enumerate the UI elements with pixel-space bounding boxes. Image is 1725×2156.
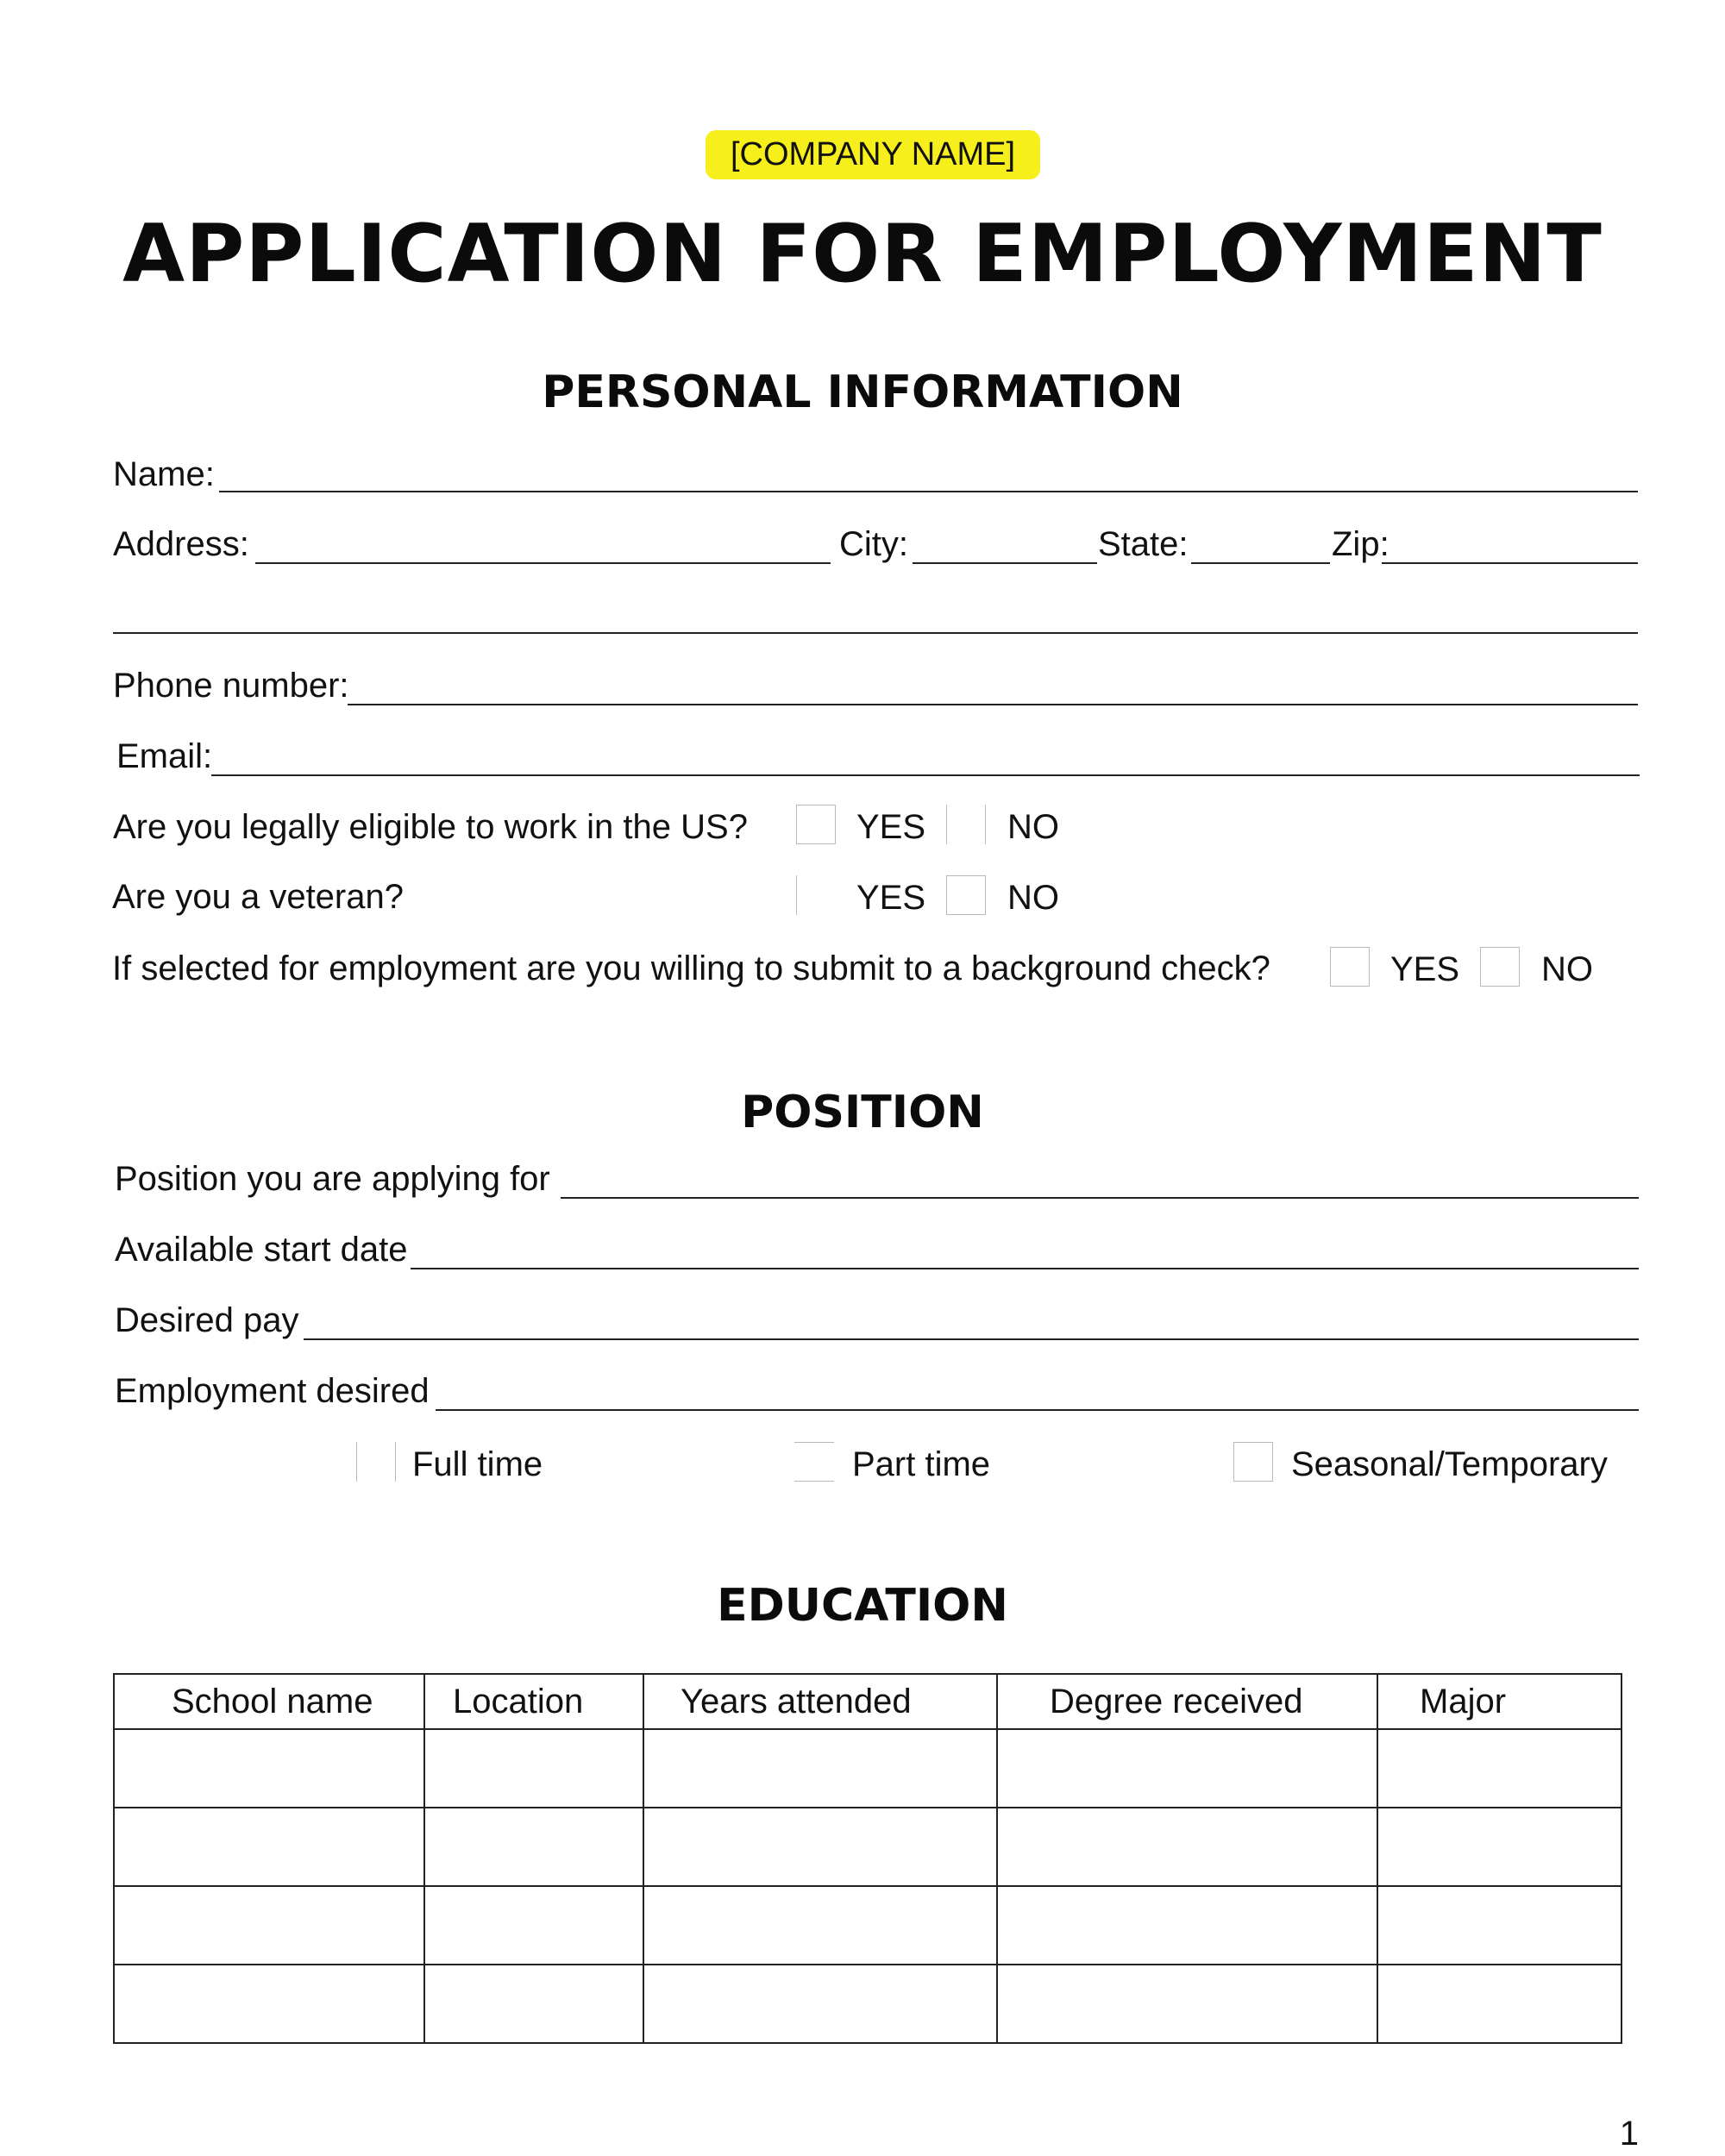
degree-received-cell[interactable] xyxy=(997,1965,1377,2043)
years-attended-cell[interactable] xyxy=(643,1808,997,1886)
full-time-label: Full time xyxy=(412,1445,543,1483)
position-applying-field[interactable] xyxy=(561,1197,1639,1199)
years-attended-header: Years attended xyxy=(643,1674,997,1729)
employment-desired-label: Employment desired xyxy=(115,1372,430,1410)
city-label: City: xyxy=(839,525,908,563)
location-cell[interactable] xyxy=(424,1808,643,1886)
major-cell[interactable] xyxy=(1377,1965,1622,2043)
major-cell[interactable] xyxy=(1377,1808,1622,1886)
table-row xyxy=(114,1965,1622,2043)
employment-desired-field[interactable] xyxy=(436,1409,1639,1411)
address-line-2-field[interactable] xyxy=(113,632,1638,634)
degree-received-header: Degree received xyxy=(997,1674,1377,1729)
education-heading: EDUCATION xyxy=(717,1580,1008,1632)
seasonal-temporary-checkbox[interactable] xyxy=(1233,1442,1273,1482)
location-cell[interactable] xyxy=(424,1886,643,1965)
page-number: 1 xyxy=(1619,2115,1639,2153)
education-table xyxy=(113,1673,1622,2044)
email-field[interactable] xyxy=(211,774,1640,776)
degree-received-cell[interactable] xyxy=(997,1808,1377,1886)
location-header: Location xyxy=(424,1674,643,1729)
eligible-no-label: NO xyxy=(1007,808,1059,846)
location-cell[interactable] xyxy=(424,1965,643,2043)
table-row xyxy=(114,1808,1622,1886)
background-check-question: If selected for employment are you willing to submit to a background check? xyxy=(112,950,1270,987)
full-time-checkbox[interactable] xyxy=(356,1442,396,1482)
part-time-label: Part time xyxy=(852,1445,991,1483)
name-label: Name: xyxy=(113,455,215,493)
personal-information-heading: PERSONAL INFORMATION xyxy=(542,367,1183,418)
state-field[interactable] xyxy=(1191,562,1330,564)
background-yes-checkbox[interactable] xyxy=(1330,947,1370,987)
location-cell[interactable] xyxy=(424,1729,643,1808)
eligible-yes-checkbox[interactable] xyxy=(796,805,836,844)
school-name-cell[interactable] xyxy=(114,1808,424,1886)
school-name-header: School name xyxy=(114,1674,424,1729)
desired-pay-field[interactable] xyxy=(304,1338,1639,1340)
address-label: Address: xyxy=(113,525,249,563)
zip-label: Zip: xyxy=(1332,525,1389,563)
position-applying-label: Position you are applying for xyxy=(115,1160,550,1198)
major-cell[interactable] xyxy=(1377,1729,1622,1808)
years-attended-cell[interactable] xyxy=(643,1886,997,1965)
eligible-question: Are you legally eligible to work in the US? xyxy=(113,808,748,846)
address-field[interactable] xyxy=(255,562,831,564)
start-date-label: Available start date xyxy=(115,1231,408,1269)
eligible-no-checkbox[interactable] xyxy=(946,805,986,844)
table-row xyxy=(114,1729,1622,1808)
email-label: Email: xyxy=(116,737,213,775)
seasonal-temporary-label: Seasonal/Temporary xyxy=(1291,1445,1608,1483)
degree-received-cell[interactable] xyxy=(997,1729,1377,1808)
school-name-cell[interactable] xyxy=(114,1965,424,2043)
desired-pay-label: Desired pay xyxy=(115,1301,299,1339)
major-header: Major xyxy=(1377,1674,1622,1729)
background-yes-label: YES xyxy=(1390,950,1460,988)
name-field[interactable] xyxy=(219,491,1638,492)
start-date-field[interactable] xyxy=(411,1268,1639,1269)
zip-field[interactable] xyxy=(1382,562,1638,564)
background-no-checkbox[interactable] xyxy=(1480,947,1520,987)
school-name-cell[interactable] xyxy=(114,1729,424,1808)
state-label: State: xyxy=(1098,525,1189,563)
veteran-yes-label: YES xyxy=(856,879,926,917)
school-name-cell[interactable] xyxy=(114,1886,424,1965)
veteran-no-checkbox[interactable] xyxy=(946,875,986,915)
part-time-checkbox[interactable] xyxy=(794,1442,834,1482)
years-attended-cell[interactable] xyxy=(643,1965,997,2043)
phone-label: Phone number: xyxy=(113,667,349,705)
form-title: APPLICATION FOR EMPLOYMENT xyxy=(122,207,1603,300)
table-row xyxy=(114,1886,1622,1965)
veteran-question: Are you a veteran? xyxy=(112,878,404,916)
education-header-row xyxy=(114,1674,1622,1729)
degree-received-cell[interactable] xyxy=(997,1886,1377,1965)
eligible-yes-label: YES xyxy=(856,808,926,846)
city-field[interactable] xyxy=(913,562,1097,564)
position-heading: POSITION xyxy=(741,1087,984,1138)
years-attended-cell[interactable] xyxy=(643,1729,997,1808)
major-cell[interactable] xyxy=(1377,1886,1622,1965)
veteran-no-label: NO xyxy=(1007,879,1059,917)
veteran-yes-checkbox[interactable] xyxy=(796,875,836,915)
phone-field[interactable] xyxy=(348,704,1638,705)
company-name-placeholder: [COMPANY NAME] xyxy=(706,130,1040,179)
background-no-label: NO xyxy=(1541,950,1593,988)
